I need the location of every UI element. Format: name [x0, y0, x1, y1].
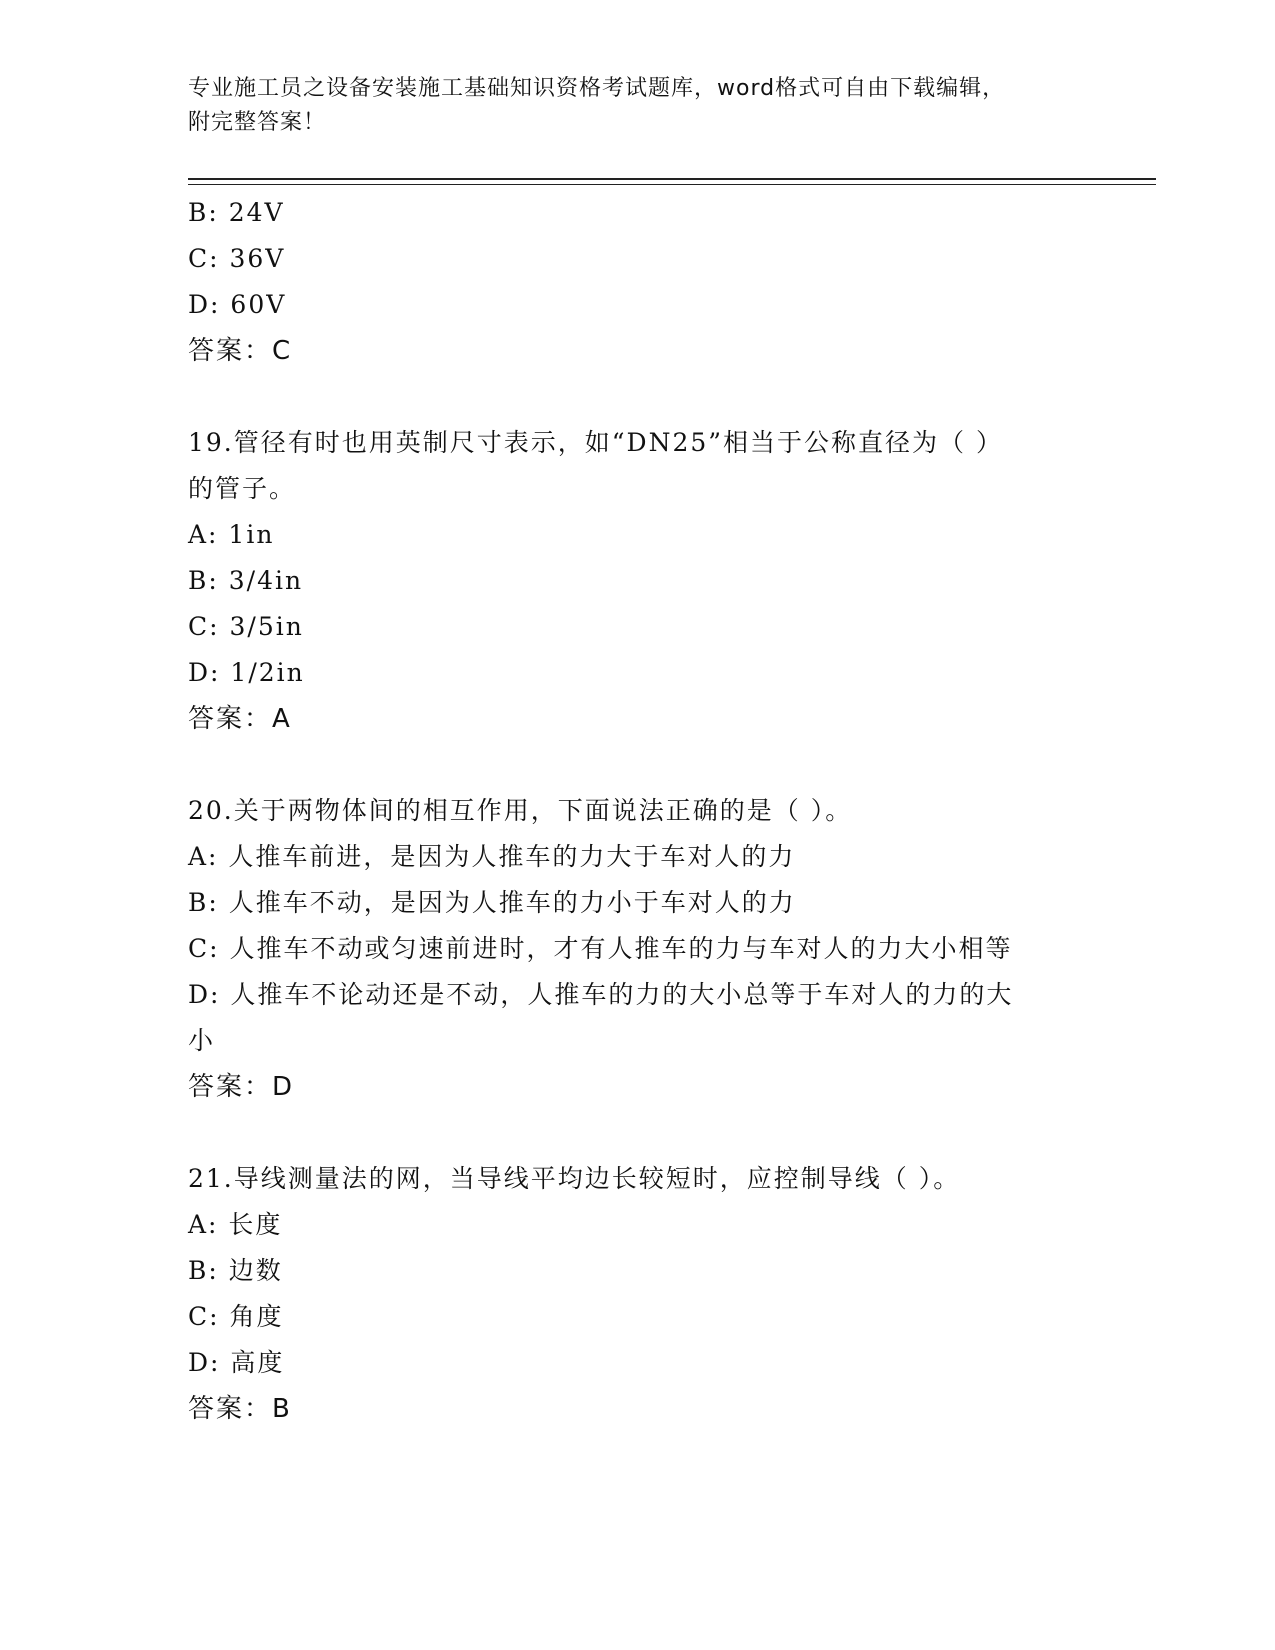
option-a: A: 1in: [188, 520, 275, 549]
option-d-continued: 小: [188, 1026, 216, 1055]
spacer: [188, 742, 1088, 788]
option-d: D: 高度: [188, 1348, 285, 1377]
option-d: D: 60V: [188, 290, 287, 319]
spacer: [188, 1110, 1088, 1156]
answer-line: 答案：B: [188, 1394, 292, 1424]
spacer: [188, 374, 1088, 420]
question-21: [188, 1156, 1088, 1432]
question-stem: 21.导线测量法的网，当导线平均边长较短时，应控制导线（ ）。: [188, 1164, 961, 1193]
option-b: B: 3/4in: [188, 566, 304, 595]
question-list: [188, 190, 1088, 1432]
question-19: [188, 420, 1088, 742]
option-c: C: 3/5in: [188, 612, 304, 641]
option-b: B: 24V: [188, 198, 285, 227]
option-d: D: 1/2in: [188, 658, 305, 687]
document-header: [188, 72, 1088, 140]
answer-line: 答案：C: [188, 336, 293, 366]
option-b: B: 人推车不动，是因为人推车的力小于车对人的力: [188, 888, 796, 917]
option-c: C: 人推车不动或匀速前进时，才有人推车的力与车对人的力大小相等: [188, 934, 1013, 963]
header-rule-thin: [188, 184, 1156, 185]
answer-line: 答案：D: [188, 1072, 295, 1102]
option-a: A: 长度: [188, 1210, 283, 1239]
option-c: C: 36V: [188, 244, 286, 273]
answer-line: 答案：A: [188, 704, 292, 734]
question-stem: 20.关于两物体间的相互作用，下面说法正确的是（ ）。: [188, 796, 853, 825]
question-stem-continued: 的管子。: [188, 474, 297, 503]
question-stem: 19.管径有时也用英制尺寸表示，如“DN25”相当于公称直径为（ ）: [188, 428, 1003, 457]
option-a: A: 人推车前进，是因为人推车的力大于车对人的力: [188, 842, 796, 871]
option-c: C: 角度: [188, 1302, 284, 1331]
header-rule-thick: [188, 178, 1156, 180]
option-b: B: 边数: [188, 1256, 283, 1285]
header-line-1: 专业施工员之设备安装施工基础知识资格考试题库，word格式可自由下载编辑，: [188, 76, 1006, 101]
header-line-2: 附完整答案！: [188, 110, 327, 135]
question-18-tail: [188, 190, 1088, 374]
option-d: D: 人推车不论动还是不动，人推车的力的大小总等于车对人的力的大: [188, 980, 1014, 1009]
question-20: [188, 788, 1088, 1110]
